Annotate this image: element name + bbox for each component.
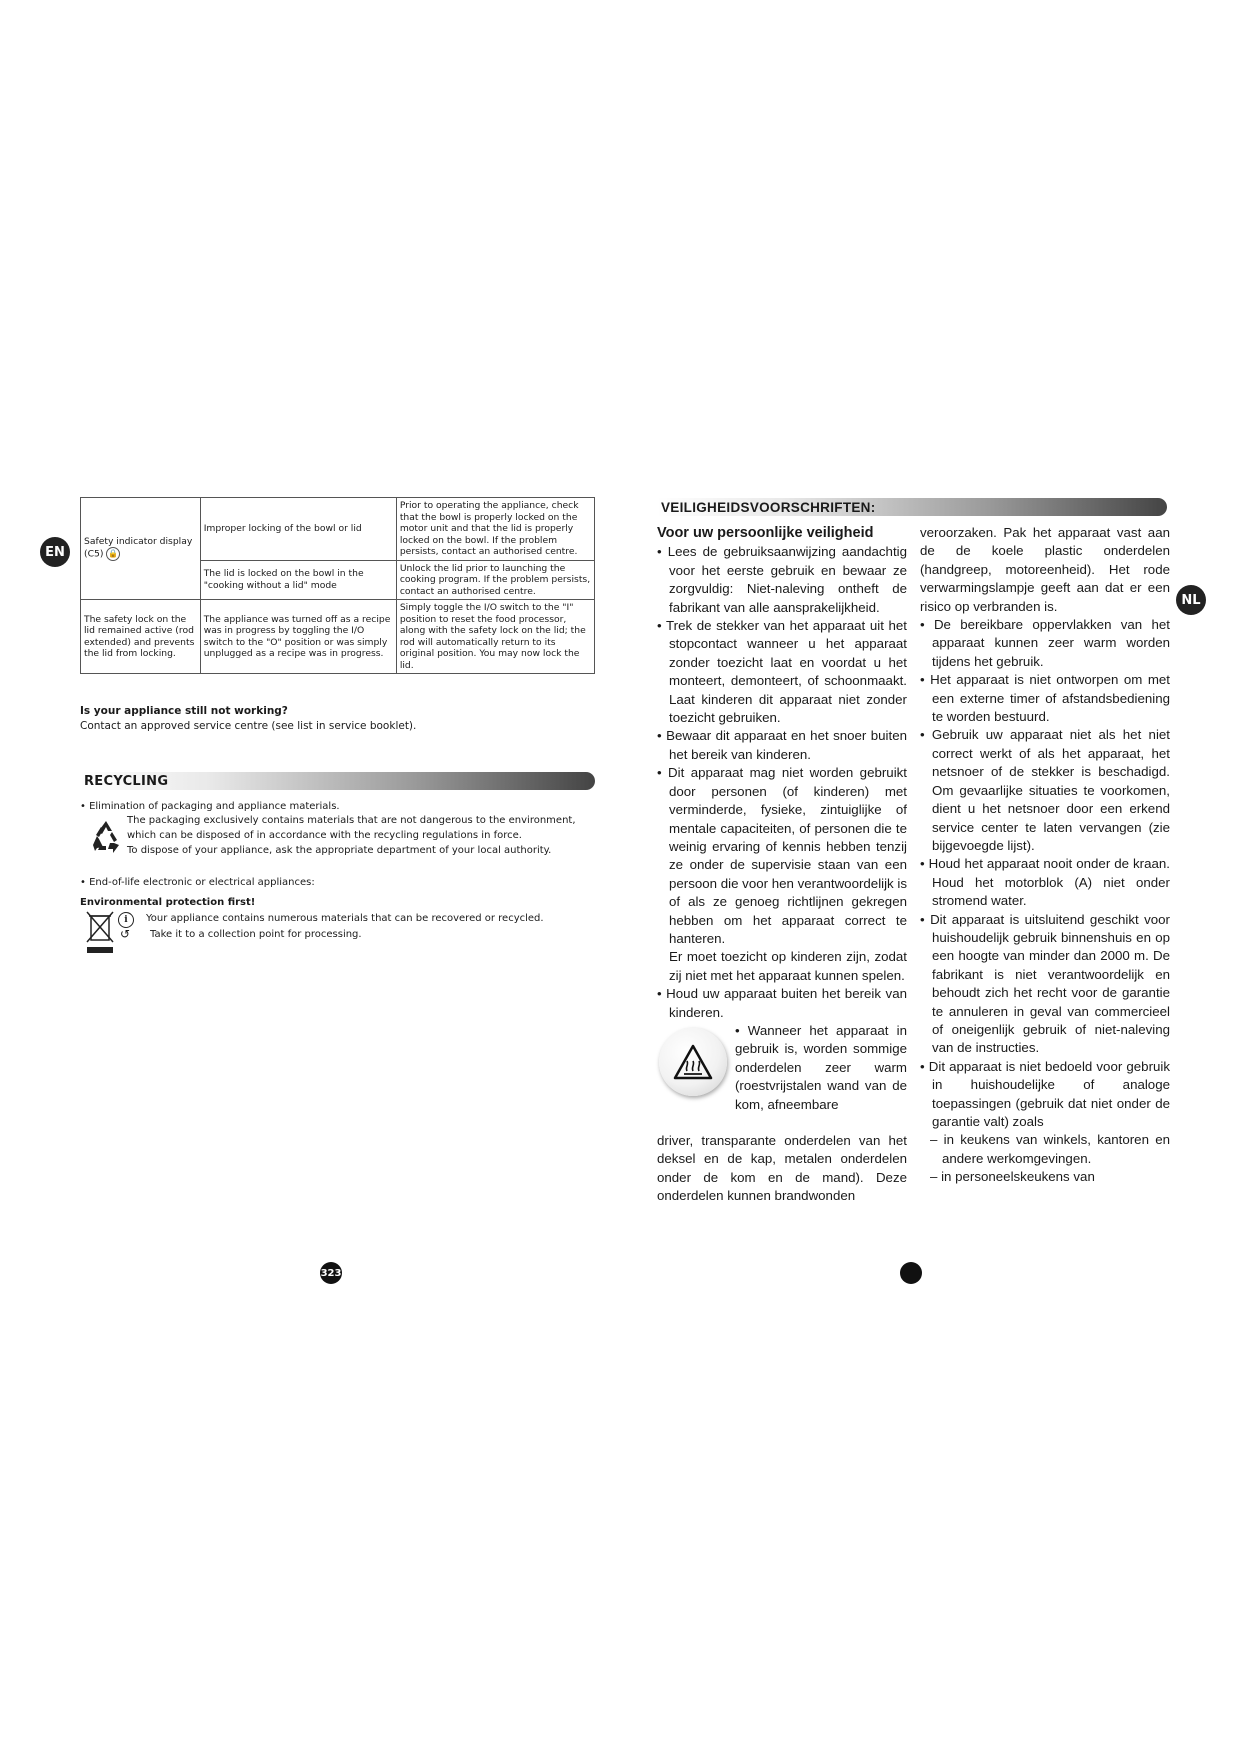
safety-paragraph: • Bewaar dit apparaat en het snoer buiten het bereik van kinderen. — [657, 728, 907, 762]
recycling-section-bar — [80, 772, 595, 790]
safety-paragraph: • Dit apparaat mag niet worden gebruikt door personen (of kinderen) met verminderde, fysieke, zintuiglijke of mentale capaciteiten, of personen die te weinig ervaring of kennis hebben tenzij ze onder de supervisie staan van een persoon die voor hen verantwoordelijk is of als ze genoeg richtlijnen gekregen hebben om het apparaat correct te hanteren. — [657, 765, 908, 946]
lock-icon: 🔒 — [106, 547, 120, 561]
table-row — [81, 600, 595, 674]
safety-section-title: VEILIGHEIDSVOORSCHRIFTEN: — [661, 499, 876, 515]
safety-paragraph: Er moet toezicht op kinderen zijn, zodat zij niet met het apparaat kunnen spelen. — [669, 949, 907, 983]
page-number-left: 323 — [320, 1262, 342, 1284]
safety-paragraph: • Wanneer het apparaat in gebruik is, worden sommige onderdelen zeer warm (roestvrijstalen wand van de kom, afneembare — [735, 1022, 907, 1112]
environment-text-collection: Take it to a collection point for processing. — [150, 929, 362, 940]
hot-surface-block — [657, 1022, 907, 1132]
table-cell-cause: The appliance was turned off as a recipe was in progress by toggling the I/O switch to the "O" position or was simply unplugged as a recipe was in progress. — [200, 600, 396, 674]
environment-text-materials: Your appliance contains numerous materials that can be recovered or recycled. — [146, 913, 544, 924]
recycling-item-electronic: • End-of-life electronic or electrical appliances: — [80, 877, 315, 888]
weee-bin-icon — [84, 910, 116, 954]
safety-paragraph: driver, transparante onderdelen van het deksel en de kap, metalen onderdelen onder de kom en de mand). Deze onderdelen kunnen brandwonden — [657, 1132, 907, 1204]
table-row — [81, 498, 595, 561]
return-arrow-icon: ↺ — [119, 927, 131, 941]
safety-paragraph: • Dit apparaat is niet bedoeld voor gebruik in huishoudelijke of analoge toepassingen (gebruik dat niet onder de garantie valt) zoals — [920, 1058, 1170, 1129]
language-badge-en: EN — [40, 537, 70, 567]
not-working-text: Contact an approved service centre (see list in service booklet). — [80, 720, 417, 732]
table-cell-cause: Improper locking of the bowl or lid — [200, 498, 396, 561]
not-working-title: Is your appliance still not working? — [80, 705, 288, 717]
safety-paragraph: • Trek de stekker van het apparaat uit het stopcontact wanneer u het apparaat zonder toezicht laat en voordat u het monteert, demonteert, of schoonmaakt. Laat kinderen dit apparaat niet zonder toezicht gebruiken. — [657, 618, 907, 726]
page-number-right — [900, 1262, 922, 1284]
table-cell-solution: Simply toggle the I/O switch to the "I" position to reset the food processor, along with the safety lock on the lid; the rod will automatically return to its original position. You may now lock the lid. — [396, 600, 594, 674]
safety-paragraph: • Lees de gebruiksaanwijzing aandachtig voor het eerste gebruik en bewaar ze zorgvuldig: Niet-naleving ontheft de fabrikant van alle aansprakelijkheid. — [657, 544, 907, 615]
safety-section-bar — [657, 498, 1167, 516]
recycle-icon — [88, 818, 124, 854]
recycling-text-packaging: The packaging exclusively contains materials that are not dangerous to the environment, which can be disposed of in accordance with the recycling regulations in force. — [127, 815, 576, 841]
table-cell-solution: Prior to operating the appliance, check that the bowl is properly locked on the motor unit and that the lid is properly locked on the bowl. If the problem persists, contact an authorised centre. — [396, 498, 594, 561]
language-badge-nl: NL — [1176, 585, 1206, 615]
recycling-text-dispose: To dispose of your appliance, ask the appropriate department of your local authority. — [127, 845, 552, 856]
safety-paragraph: • Gebruik uw apparaat niet als het niet correct werkt of als het apparaat, het netsnoer of de stekker is beschadigd. Om gevaarlijke situaties te voorkomen, dient u het netsnoer door een erkend service center te laten vervangen (zie bijgevoegde lijst). — [920, 727, 1170, 853]
safety-subtitle: Voor uw persoonlijke veiligheid — [657, 525, 874, 541]
safety-paragraph: – in keukens van winkels, kantoren en andere werkomgevingen. — [930, 1132, 1170, 1166]
recycling-item-packaging: • Elimination of packaging and appliance materials. — [80, 801, 340, 812]
safety-paragraph: veroorzaken. Pak het apparaat vast aan de de koele plastic onderdelen (handgreep, motoreenheid). Het rode verwarmingslampje geeft aan dat er een risico op verbranden is. — [920, 525, 1170, 614]
table-cell-item: Safety indicator display (C5) 🔒 — [81, 498, 201, 600]
info-icon: i — [118, 912, 134, 928]
table-cell-item: The safety lock on the lid remained active (rod extended) and prevents the lid from locking. — [81, 600, 201, 674]
safety-paragraph: • Dit apparaat is uitsluitend geschikt voor huishoudelijk gebruik binnenshuis en op een hoogte van minder dan 2000 m. De fabrikant is niet verantwoordelijk en behoudt zich het recht voor de garantie te annuleren in geval van commercieel of oneigenlijk gebruik of niet-naleving van de instructies. — [920, 911, 1170, 1056]
environment-title: Environmental protection first! — [80, 897, 256, 908]
troubleshooting-table — [80, 497, 595, 674]
nl-column-left — [657, 524, 907, 1206]
safety-paragraph: • Het apparaat is niet ontworpen om met een externe timer of afstandsbediening te worden bestuurd. — [920, 672, 1170, 725]
safety-paragraph: – in personeelskeukens van — [930, 1169, 1095, 1185]
hot-surface-warning-icon — [659, 1028, 727, 1096]
nl-column-right — [920, 524, 1170, 1187]
safety-paragraph: • De bereikbare oppervlakken van het apparaat kunnen zeer warm worden tijdens het gebruik. — [920, 617, 1170, 669]
table-cell-cause: The lid is locked on the bowl in the "cooking without a lid" mode — [200, 560, 396, 600]
recycling-title: RECYCLING — [84, 773, 169, 789]
table-cell-solution: Unlock the lid prior to launching the cooking program. If the problem persists, contact an authorised centre. — [396, 560, 594, 600]
safety-paragraph: • Houd het apparaat nooit onder de kraan. Houd het motorblok (A) niet onder stromend water. — [920, 856, 1170, 909]
safety-paragraph: • Houd uw apparaat buiten het bereik van kinderen. — [657, 986, 907, 1020]
